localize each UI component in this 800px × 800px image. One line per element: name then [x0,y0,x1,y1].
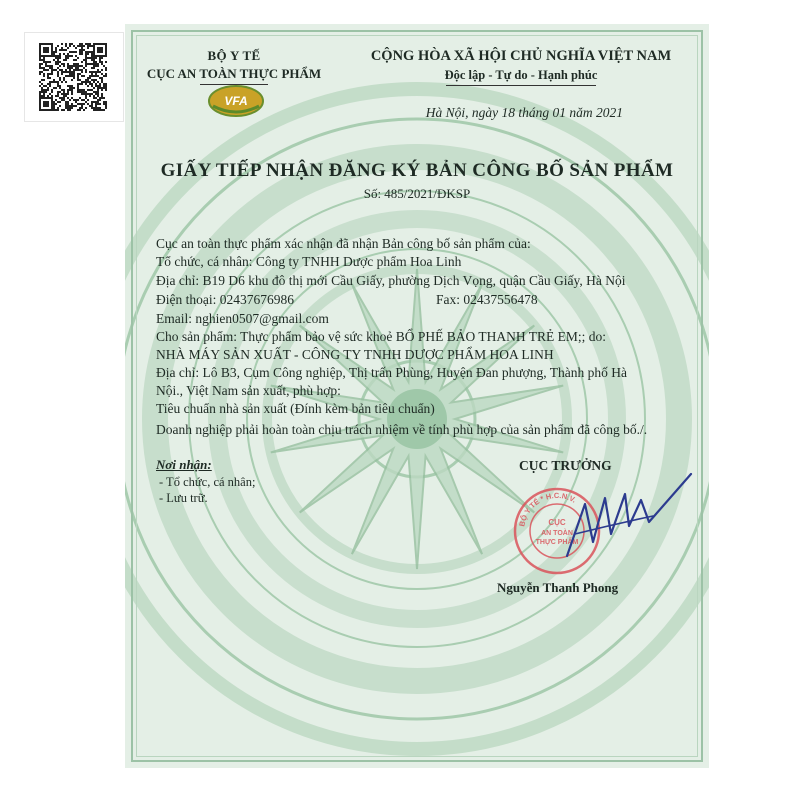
body-standard: Tiêu chuẩn nhà sản xuất (Đính kèm bản tiêu chuẩn) [156,401,435,416]
body-email: Email: nghien0507@gmail.com [156,311,329,326]
motto-underline [446,85,596,86]
qr-code-icon [39,43,107,111]
recipient-item: - Tổ chức, cá nhân; [159,475,256,489]
stamp-inner-text: AN TOÀN [541,530,573,537]
logo-text: VFA [224,94,248,108]
document-title: GIẤY TIẾP NHẬN ĐĂNG KÝ BẢN CÔNG BỐ SẢN PHẨM [160,160,674,181]
certificate-sheet [125,24,709,768]
body-responsibility: Doanh nghiệp phải hoàn toàn chịu trách nhiệm về tính phù hợp của sản phẩm đã công bố./. [156,422,648,437]
body-factory-address-1: Địa chỉ: Lô B3, Cụm Công nghiệp, Thị trấn Phùng, Huyện Đan phượng, Thành phố Hà [156,365,628,380]
stamp-inner-text: THỰC PHẨM [535,539,579,546]
national-header [361,48,681,86]
agency-name: CỤC AN TOÀN THỰC PHẨM [146,66,322,81]
recipients-title: Nơi nhận: [156,457,212,472]
body-organization: Tổ chức, cá nhân: Công ty TNHH Dược phẩm Hoa Linh [156,254,462,269]
body-factory-address-2: Nội., Việt Nam sản xuất, phù hợp: [156,383,341,398]
body-address: Địa chỉ: B19 D6 khu đô thị mới Cầu Giấy, phường Dịch Vọng, quận Cầu Giấy, Hà Nội [156,273,626,288]
body-intro: Cục an toàn thực phẩm xác nhận đã nhận Bản công bố sản phẩm của: [156,236,531,251]
stamp-inner-text: CỤC [548,518,566,527]
body-fax: Fax: 02437556478 [436,292,538,307]
handwritten-signature-icon [545,464,695,574]
signer-role: CỤC TRƯỞNG [519,458,612,473]
issuer-header [139,48,329,85]
issue-date: Hà Nội, ngày 18 tháng 01 năm 2021 [425,105,623,120]
republic-name: CỘNG HÒA XÃ HỘI CHỦ NGHĨA VIỆT NAM [370,48,672,64]
body-phone: Điện thoại: 02437676986 [156,292,294,307]
national-motto: Độc lập - Tự do - Hạnh phúc [444,68,598,82]
body-product-line-1: Cho sản phẩm: Thực phẩm bảo vệ sức khoẻ BỔ PHẾ BẢO THANH TRẺ EM;; do: [156,329,606,344]
stamp-outer-text: BỘ Y TẾ * H.C.N.V. [517,490,578,528]
body-product-line-2: NHÀ MÁY SẢN XUẤT - CÔNG TY TNHH DƯỢC PHẨM HOA LINH [156,347,554,362]
signer-name: Nguyễn Thanh Phong [497,580,619,595]
document-number: Số: 485/2021/ĐKSP [363,186,471,201]
ministry-name: BỘ Y TẾ [207,48,261,63]
qr-code-panel [24,32,124,122]
recipient-item: - Lưu trữ. [159,491,208,505]
vfa-logo-icon [207,84,265,118]
